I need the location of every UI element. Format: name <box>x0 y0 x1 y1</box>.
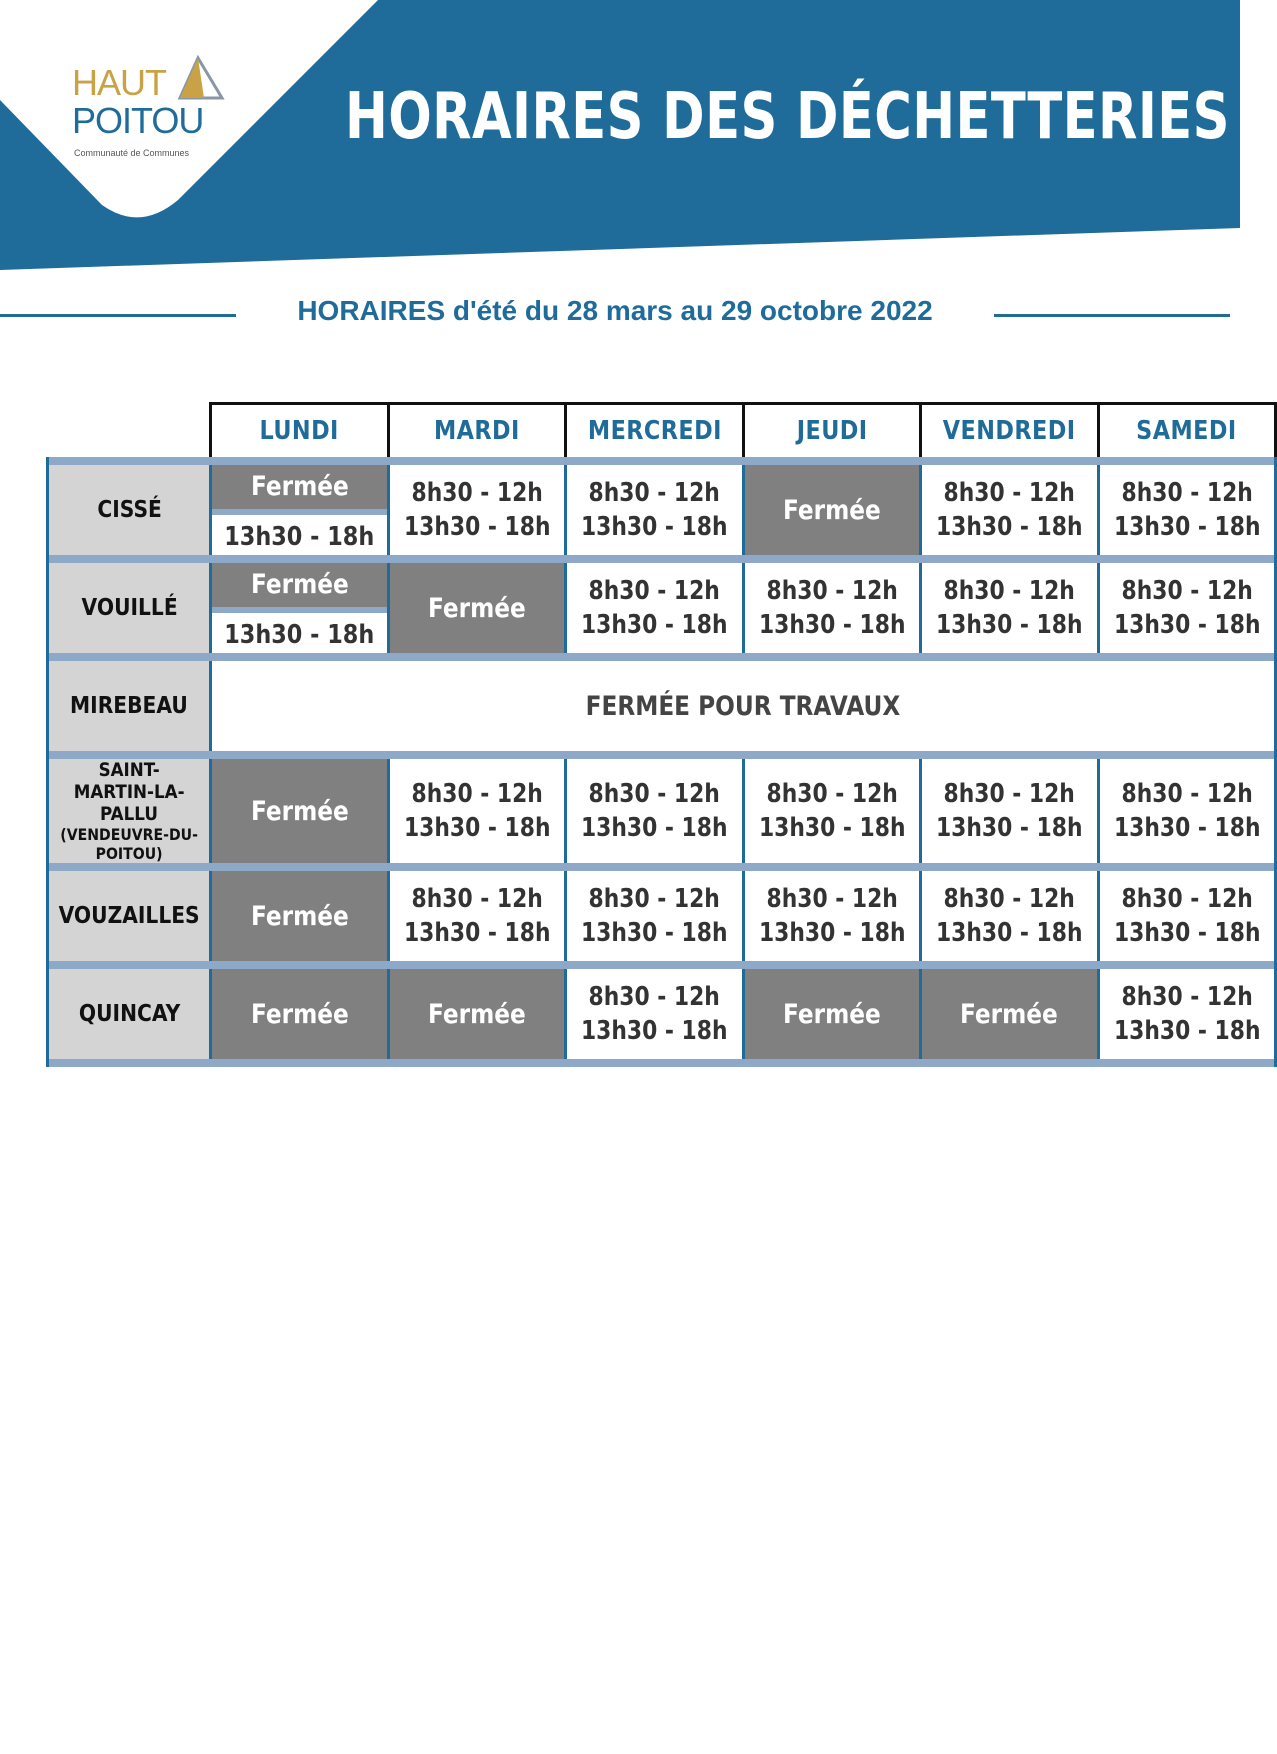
afternoon-hours <box>390 811 564 845</box>
afternoon-hours <box>745 916 919 950</box>
open-hours-cell <box>566 759 743 863</box>
open-hours-cell <box>921 563 1098 653</box>
closed-cell <box>211 759 388 863</box>
morning-hours <box>390 777 564 811</box>
closed-cell <box>743 465 920 555</box>
day-header-tuesday <box>388 404 565 458</box>
morning-hours <box>390 882 564 916</box>
open-hours-cell <box>743 563 920 653</box>
open-hours-cell <box>1098 465 1275 555</box>
separator-bar <box>48 751 1276 759</box>
closed-label: Fermée <box>782 998 881 1030</box>
location-name-text: SAINT-MARTIN-LA- <box>73 759 185 803</box>
row-separator <box>48 457 1276 465</box>
afternoon-hours <box>212 515 386 555</box>
morning-hours <box>922 777 1096 811</box>
morning-hours-text: 8h30 - 12h <box>588 478 721 508</box>
schedule-row <box>48 759 1276 863</box>
morning-hours <box>567 882 741 916</box>
closed-cell <box>211 871 388 961</box>
afternoon-hours <box>1100 916 1274 950</box>
morning-hours <box>922 882 1096 916</box>
morning-closed <box>212 465 386 515</box>
location-name <box>48 759 211 863</box>
separator-bar <box>48 961 1276 969</box>
afternoon-hours <box>745 608 919 642</box>
day-label: LUNDI <box>259 416 340 446</box>
day-label: JEUDI <box>796 416 868 446</box>
morning-hours-text: 8h30 - 12h <box>943 478 1076 508</box>
afternoon-hours-text: 13h30 - 18h <box>403 813 551 843</box>
open-hours-cell <box>1098 871 1275 961</box>
morning-closed-cell <box>211 465 388 555</box>
afternoon-hours <box>922 811 1096 845</box>
afternoon-hours <box>567 916 741 950</box>
afternoon-hours-text: 13h30 - 18h <box>936 512 1083 542</box>
morning-hours-text: 8h30 - 12h <box>588 779 721 809</box>
location-name <box>48 969 211 1059</box>
morning-hours-text: 8h30 - 12h <box>1121 478 1253 508</box>
open-hours-cell <box>921 871 1098 961</box>
morning-hours-text: 8h30 - 12h <box>411 779 543 809</box>
morning-hours-text: 8h30 - 12h <box>766 884 898 914</box>
morning-hours <box>745 777 919 811</box>
period-subtitle: HORAIRES d'été du 28 mars au 29 octobre 2022 <box>297 295 933 326</box>
morning-hours <box>922 476 1096 510</box>
location-name-text: CISSÉ <box>96 497 162 523</box>
afternoon-hours-text: 13h30 - 18h <box>581 813 728 843</box>
afternoon-hours-text: 13h30 - 18h <box>1113 610 1261 640</box>
location-name-line <box>49 825 209 863</box>
afternoon-hours-text: 13h30 - 18h <box>936 610 1083 640</box>
afternoon-hours <box>390 510 564 544</box>
subtitle-rule-left <box>0 314 236 317</box>
morning-hours-text: 8h30 - 12h <box>766 576 898 606</box>
location-name-text: QUINCAY <box>78 1001 180 1027</box>
morning-hours-text: 8h30 - 12h <box>1121 884 1253 914</box>
open-hours-cell <box>566 969 743 1059</box>
schedule-row <box>48 969 1276 1059</box>
afternoon-hours-text: 13h30 - 18h <box>581 512 728 542</box>
schedule-row <box>48 661 1276 751</box>
afternoon-hours-text: 13h30 - 18h <box>224 522 375 552</box>
afternoon-hours <box>567 608 741 642</box>
afternoon-hours-text: 13h30 - 18h <box>1113 813 1261 843</box>
afternoon-hours-text: 13h30 - 18h <box>758 610 906 640</box>
day-header-thursday <box>743 404 920 458</box>
morning-hours <box>567 980 741 1014</box>
location-name <box>48 563 211 653</box>
afternoon-hours <box>212 613 386 653</box>
location-name-text: (VENDEUVRE-DU-POITOU) <box>60 825 198 863</box>
morning-hours-text: 8h30 - 12h <box>766 779 898 809</box>
location-name <box>48 465 211 555</box>
afternoon-hours <box>567 510 741 544</box>
closed-label: Fermée <box>960 998 1059 1030</box>
morning-hours-text: 8h30 - 12h <box>943 576 1076 606</box>
morning-hours <box>745 574 919 608</box>
closed-cell <box>743 969 920 1059</box>
afternoon-hours-text: 13h30 - 18h <box>936 918 1083 948</box>
morning-hours <box>1100 777 1274 811</box>
corner-cell <box>48 404 211 458</box>
closed-cell <box>211 969 388 1059</box>
morning-hours-text: 8h30 - 12h <box>943 884 1076 914</box>
day-label: MERCREDI <box>587 416 722 446</box>
afternoon-hours-text: 13h30 - 18h <box>581 1016 728 1046</box>
location-name <box>48 871 211 961</box>
open-hours-cell <box>1098 969 1275 1059</box>
morning-hours <box>1100 476 1274 510</box>
afternoon-hours <box>1100 811 1274 845</box>
closed-cell <box>388 969 565 1059</box>
logo-subtitle: Communauté de Communes <box>74 148 190 158</box>
afternoon-hours <box>922 608 1096 642</box>
open-hours-cell <box>1098 563 1275 653</box>
closed-cell <box>388 563 565 653</box>
morning-hours-text: 8h30 - 12h <box>588 982 721 1012</box>
row-separator <box>48 751 1276 759</box>
open-hours-cell <box>743 871 920 961</box>
open-hours-cell <box>566 563 743 653</box>
morning-hours <box>1100 574 1274 608</box>
location-name <box>48 661 211 751</box>
location-name-text: VOUILLÉ <box>81 595 178 621</box>
afternoon-hours <box>922 510 1096 544</box>
works-label: FERMÉE POUR TRAVAUX <box>585 690 901 722</box>
closed-cell <box>921 969 1098 1059</box>
schedule-row <box>48 563 1276 653</box>
open-hours-cell <box>921 759 1098 863</box>
closed-label: Fermée <box>428 592 526 624</box>
morning-hours-text: 8h30 - 12h <box>588 884 721 914</box>
open-hours-cell <box>743 759 920 863</box>
afternoon-hours <box>1100 1014 1274 1048</box>
closed-label: Fermée <box>250 471 349 502</box>
afternoon-hours-text: 13h30 - 18h <box>936 813 1083 843</box>
row-separator <box>48 1059 1276 1067</box>
schedule-row <box>48 871 1276 961</box>
closed-label: Fermée <box>250 998 349 1030</box>
day-header-wednesday <box>566 404 743 458</box>
afternoon-hours <box>922 916 1096 950</box>
location-name-text: MIREBEAU <box>70 693 189 719</box>
morning-closed-cell <box>211 563 388 653</box>
closed-label: Fermée <box>428 998 526 1030</box>
location-name-text: PALLU <box>100 803 159 825</box>
closed-label: Fermée <box>250 569 349 600</box>
open-hours-cell <box>388 465 565 555</box>
row-separator <box>48 863 1276 871</box>
morning-hours <box>567 574 741 608</box>
open-hours-cell <box>388 759 565 863</box>
afternoon-hours <box>567 811 741 845</box>
days-header-row <box>48 404 1276 458</box>
day-label: MARDI <box>434 416 520 446</box>
morning-hours <box>567 777 741 811</box>
subtitle-rule-right <box>994 314 1230 317</box>
morning-hours-text: 8h30 - 12h <box>1121 576 1253 606</box>
separator-bar <box>48 863 1276 871</box>
afternoon-hours-text: 13h30 - 18h <box>581 610 728 640</box>
morning-hours-text: 8h30 - 12h <box>1121 779 1253 809</box>
afternoon-hours-text: 13h30 - 18h <box>581 918 728 948</box>
morning-hours <box>922 574 1096 608</box>
morning-hours <box>1100 882 1274 916</box>
afternoon-hours-text: 13h30 - 18h <box>1113 512 1261 542</box>
open-hours-cell <box>566 465 743 555</box>
morning-hours <box>1100 980 1274 1014</box>
location-name-line <box>49 803 209 825</box>
schedule-table <box>46 402 1277 1067</box>
morning-hours-text: 8h30 - 12h <box>943 779 1076 809</box>
day-header-friday <box>921 404 1098 458</box>
morning-hours-text: 8h30 - 12h <box>588 576 721 606</box>
location-name-line <box>49 759 209 803</box>
closed-label: Fermée <box>250 795 349 827</box>
page-title: HORAIRES DES DÉCHETTERIES <box>345 80 1230 154</box>
day-header-monday <box>211 404 388 458</box>
day-label: VENDREDI <box>943 416 1076 446</box>
afternoon-hours <box>745 811 919 845</box>
open-hours-cell <box>921 465 1098 555</box>
afternoon-hours-text: 13h30 - 18h <box>403 918 551 948</box>
closed-label: Fermée <box>250 900 349 932</box>
morning-closed <box>212 563 386 613</box>
separator-bar <box>48 457 1276 465</box>
schedule-row <box>48 465 1276 555</box>
logo-text-haut: HAUT <box>72 62 166 103</box>
afternoon-hours-text: 13h30 - 18h <box>1113 1016 1261 1046</box>
afternoon-hours <box>1100 510 1274 544</box>
afternoon-hours-text: 13h30 - 18h <box>224 620 375 650</box>
morning-hours-text: 8h30 - 12h <box>411 478 543 508</box>
logo-text-poitou: POITOU <box>72 100 204 141</box>
open-hours-cell <box>1098 759 1275 863</box>
afternoon-hours <box>390 916 564 950</box>
afternoon-hours <box>567 1014 741 1048</box>
haut-poitou-logo <box>66 56 236 166</box>
afternoon-hours-text: 13h30 - 18h <box>758 918 906 948</box>
closed-for-works-cell <box>211 661 1276 751</box>
afternoon-hours-text: 13h30 - 18h <box>403 512 551 542</box>
open-hours-cell <box>388 871 565 961</box>
row-separator <box>48 961 1276 969</box>
sail-icon <box>174 56 226 108</box>
morning-hours-text: 8h30 - 12h <box>1121 982 1253 1012</box>
schedule-body <box>48 457 1276 1067</box>
location-name-text: VOUZAILLES <box>58 903 200 929</box>
separator-bar <box>48 1059 1276 1067</box>
day-label: SAMEDI <box>1136 416 1238 446</box>
morning-hours <box>390 476 564 510</box>
afternoon-hours-text: 13h30 - 18h <box>758 813 906 843</box>
morning-hours <box>567 476 741 510</box>
morning-hours-text: 8h30 - 12h <box>411 884 543 914</box>
afternoon-hours-text: 13h30 - 18h <box>1113 918 1261 948</box>
day-header-saturday <box>1098 404 1275 458</box>
morning-hours <box>745 882 919 916</box>
closed-label: Fermée <box>782 494 881 526</box>
open-hours-cell <box>566 871 743 961</box>
afternoon-hours <box>1100 608 1274 642</box>
